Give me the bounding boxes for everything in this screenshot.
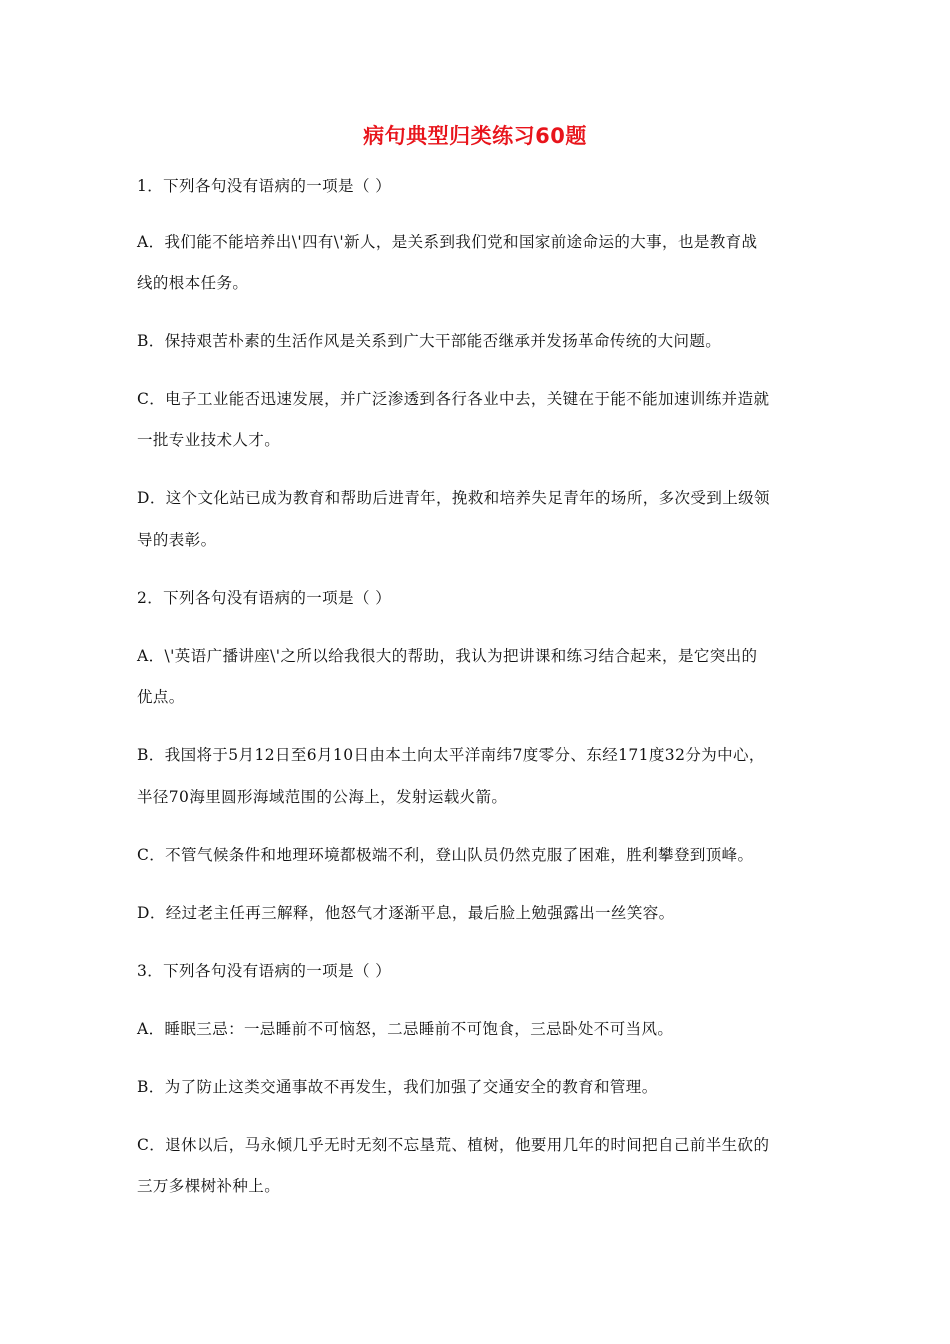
question-3-stem: 3．下列各句没有语病的一项是（ ） [137, 962, 392, 980]
question-3-option-c-line-2: 三万多棵树补种上。 [137, 1177, 281, 1195]
question-2-stem: 2．下列各句没有语病的一项是（ ） [137, 589, 392, 607]
question-2-option-a-line-1: A．\'英语广播讲座\'之所以给我很大的帮助，我认为把讲课和练习结合起来，是它突出的 [137, 647, 758, 665]
question-2-option-d: D．经过老主任再三解释，他怒气才逐渐平息，最后脸上勉强露出一丝笑容。 [137, 904, 675, 922]
question-1-option-b: B．保持艰苦朴素的生活作风是关系到广大干部能否继承并发扬革命传统的大问题。 [137, 332, 722, 350]
question-2-option-a-line-2: 优点。 [137, 688, 185, 706]
question-1-stem: 1．下列各句没有语病的一项是（ ） [137, 177, 392, 195]
question-1-option-c-line-1: C．电子工业能否迅速发展，并广泛渗透到各行各业中去，关键在于能不能加速训练并造就 [137, 390, 770, 408]
question-3-option-a: A．睡眠三忌：一忌睡前不可恼怒，二忌睡前不可饱食，三忌卧处不可当风。 [137, 1020, 674, 1038]
question-1-option-d-line-1: D．这个文化站已成为教育和帮助后进青年，挽救和培养失足青年的场所，多次受到上级领 [137, 489, 770, 507]
question-3-option-b: B．为了防止这类交通事故不再发生，我们加强了交通安全的教育和管理。 [137, 1078, 658, 1096]
document-title: 病句典型归类练习60题 [363, 124, 587, 148]
question-1-option-d-line-2: 导的表彰。 [137, 531, 217, 549]
question-3-option-c-line-1: C．退休以后，马永倾几乎无时无刻不忘垦荒、植树，他要用几年的时间把自己前半生砍的 [137, 1136, 770, 1154]
question-2-option-c: C．不管气候条件和地理环境都极端不利，登山队员仍然克服了困难，胜利攀登到顶峰。 [137, 846, 754, 864]
question-1-option-a-line-1: A．我们能不能培养出\'四有\'新人，是关系到我们党和国家前途命运的大事，也是教育战 [137, 233, 758, 251]
question-1-option-a-line-2: 线的根本任务。 [137, 274, 249, 292]
question-1-option-c-line-2: 一批专业技术人才。 [137, 431, 281, 449]
question-2-option-b-line-2: 半径70海里圆形海域范围的公海上，发射运载火箭。 [137, 788, 508, 806]
question-2-option-b-line-1: B．我国将于5月12日至6月10日由本土向太平洋南纬7度零分、东经171度32分为中心， [137, 746, 765, 764]
